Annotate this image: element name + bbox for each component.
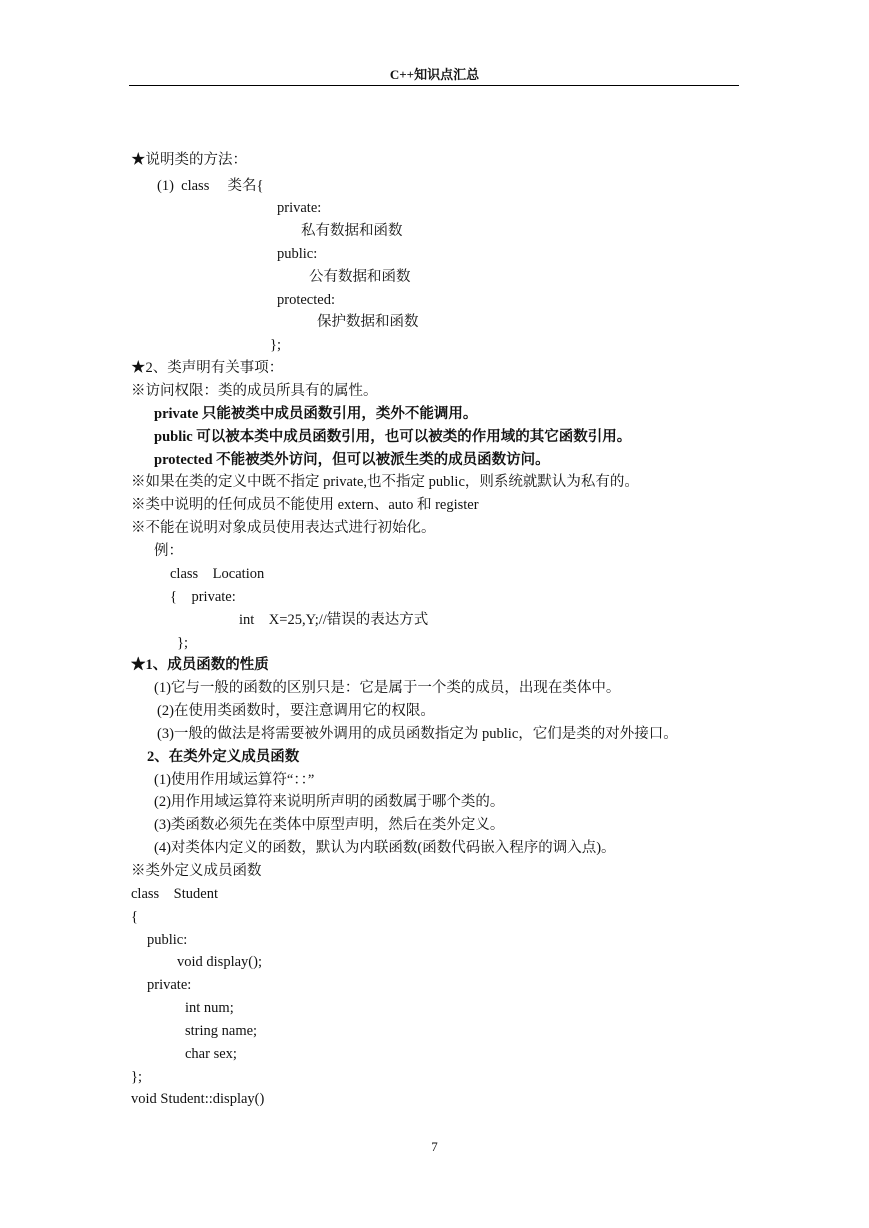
code-line: int num;: [185, 1000, 234, 1016]
code-line: char sex;: [185, 1046, 237, 1062]
example-label: 例：: [154, 543, 183, 559]
note-line: ※类中说明的任何成员不能使用 extern、auto 和 register: [131, 497, 479, 513]
note-line: ※类外定义成员函数: [131, 863, 262, 879]
text-line: (2)用作用域运算符来说明所声明的函数属于哪个类的。: [154, 794, 505, 810]
code-line: class Student: [131, 886, 218, 902]
text-line: (3)一般的做法是将需要被外调用的成员函数指定为 public，它们是类的对外接口。: [157, 726, 678, 742]
code-line: private:: [147, 977, 192, 993]
code-line: };: [177, 635, 188, 651]
text-line: ★说明类的方法：: [131, 152, 247, 168]
access-private-line: private 只能被类中成员函数引用，类外不能调用。: [154, 406, 478, 422]
code-line: };: [131, 1069, 142, 1085]
text-line: 私有数据和函数: [301, 223, 403, 239]
code-line: public:: [147, 932, 188, 948]
code-line: protected:: [277, 292, 335, 308]
code-line: int X=25,Y;//错误的表达方式: [239, 612, 429, 628]
text-line: (1)它与一般的函数的区别只是：它是属于一个类的成员，出现在类体中。: [154, 680, 621, 696]
code-line: { private:: [170, 589, 236, 605]
page-header-title: C++知识点汇总: [389, 67, 480, 82]
code-line: class Location: [170, 566, 265, 582]
text-line: 公有数据和函数: [309, 269, 411, 285]
text-line: (1) class 类名{: [157, 178, 264, 194]
text-line: (1)使用作用域运算符“：：”: [154, 772, 315, 788]
section-heading: ★1、成员函数的性质: [131, 657, 269, 673]
section-heading: ★2、类声明有关事项：: [131, 360, 284, 376]
code-line: };: [270, 337, 281, 353]
page-number: 7: [431, 1139, 438, 1154]
section-heading: 2、在类外定义成员函数: [147, 749, 300, 765]
text-line: (2)在使用类函数时，要注意调用它的权限。: [157, 703, 435, 719]
access-protected-line: protected 不能被类外访问，但可以被派生类的成员函数访问。: [154, 452, 550, 468]
note-line: ※访问权限：类的成员所具有的属性。: [131, 383, 378, 399]
text-line: (4)对类体内定义的函数，默认为内联函数(函数代码嵌入程序的调入点)。: [154, 840, 616, 856]
header-rule: [129, 85, 739, 86]
code-line: void Student::display(): [131, 1091, 265, 1107]
access-public-line: public 可以被本类中成员函数引用，也可以被类的作用域的其它函数引用。: [154, 429, 632, 445]
text-line: (3)类函数必须先在类体中原型声明，然后在类外定义。: [154, 817, 505, 833]
note-line: ※如果在类的定义中既不指定 private,也不指定 public，则系统就默认为私有的。: [131, 474, 639, 490]
text-line: 保护数据和函数: [317, 314, 419, 330]
code-line: {: [131, 909, 138, 925]
note-line: ※不能在说明对象成员使用表达式进行初始化。: [131, 520, 436, 536]
code-line: public:: [277, 246, 318, 262]
code-line: void display();: [177, 954, 262, 970]
code-line: string name;: [185, 1023, 258, 1039]
code-line: private:: [277, 200, 322, 216]
